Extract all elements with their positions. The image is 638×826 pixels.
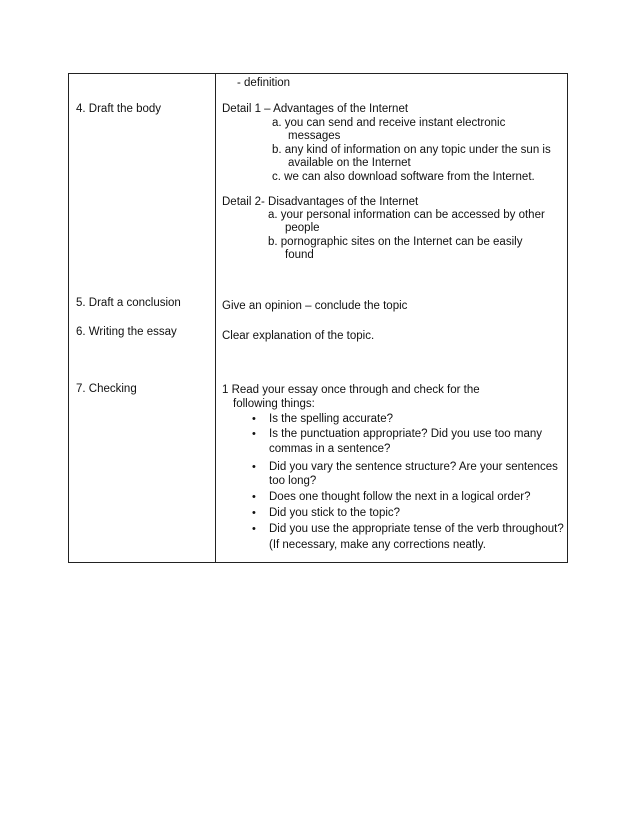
writing-text: Clear explanation of the topic. bbox=[222, 330, 375, 342]
checklist bbox=[252, 412, 542, 457]
checklist-item: • Is the spelling accurate? bbox=[252, 412, 542, 427]
detail1-item-b-cont: available on the Internet bbox=[288, 157, 411, 169]
detail2-title: Detail 2- Disadvantages of the Internet bbox=[222, 196, 419, 208]
checking-intro-cont: following things: bbox=[233, 398, 315, 410]
checklist-item: • Did you stick to the topic? bbox=[252, 505, 564, 521]
checklist-3 bbox=[252, 489, 564, 553]
checklist-item-cont: (If necessary, make any corrections neatly. bbox=[269, 539, 486, 551]
detail2-item-b: b. pornographic sites on the Internet can be easily bbox=[268, 236, 523, 248]
detail2-item-a-cont: people bbox=[285, 222, 320, 234]
detail1-item-b: b. any kind of information on any topic under the sun is bbox=[272, 144, 551, 156]
column-divider bbox=[215, 73, 216, 563]
checklist-item: • Did you vary the sentence structure? Are your sentences bbox=[252, 460, 558, 474]
definition-text: - definition bbox=[237, 77, 291, 89]
detail1-item-a-cont: messages bbox=[288, 130, 341, 142]
checklist-item-cont: commas in a sentence? bbox=[269, 443, 391, 455]
checklist-item-cont: too long? bbox=[269, 475, 317, 487]
checklist-item: • Does one thought follow the next in a logical order? bbox=[252, 489, 564, 505]
checklist-2 bbox=[252, 460, 558, 488]
step-draft-body: 4. Draft the body bbox=[76, 103, 162, 115]
detail2-item-b-cont: found bbox=[285, 249, 314, 261]
checklist-item: • Is the punctuation appropriate? Did you use too many bbox=[252, 427, 542, 442]
checking-intro: 1 Read your essay once through and check for the bbox=[222, 384, 480, 396]
detail2-item-a: a. your personal information can be accessed by other bbox=[268, 209, 545, 221]
detail1-item-c: c. we can also download software from the Internet. bbox=[272, 171, 535, 183]
detail1-title: Detail 1 – Advantages of the Internet bbox=[222, 103, 409, 115]
conclusion-text: Give an opinion – conclude the topic bbox=[222, 300, 408, 312]
step-writing-essay: 6. Writing the essay bbox=[76, 326, 177, 338]
step-checking: 7. Checking bbox=[76, 383, 137, 395]
detail1-item-a: a. you can send and receive instant electronic bbox=[272, 117, 506, 129]
step-draft-conclusion: 5. Draft a conclusion bbox=[76, 297, 181, 309]
checklist-item: • Did you use the appropriate tense of the verb throughout? bbox=[252, 521, 564, 537]
